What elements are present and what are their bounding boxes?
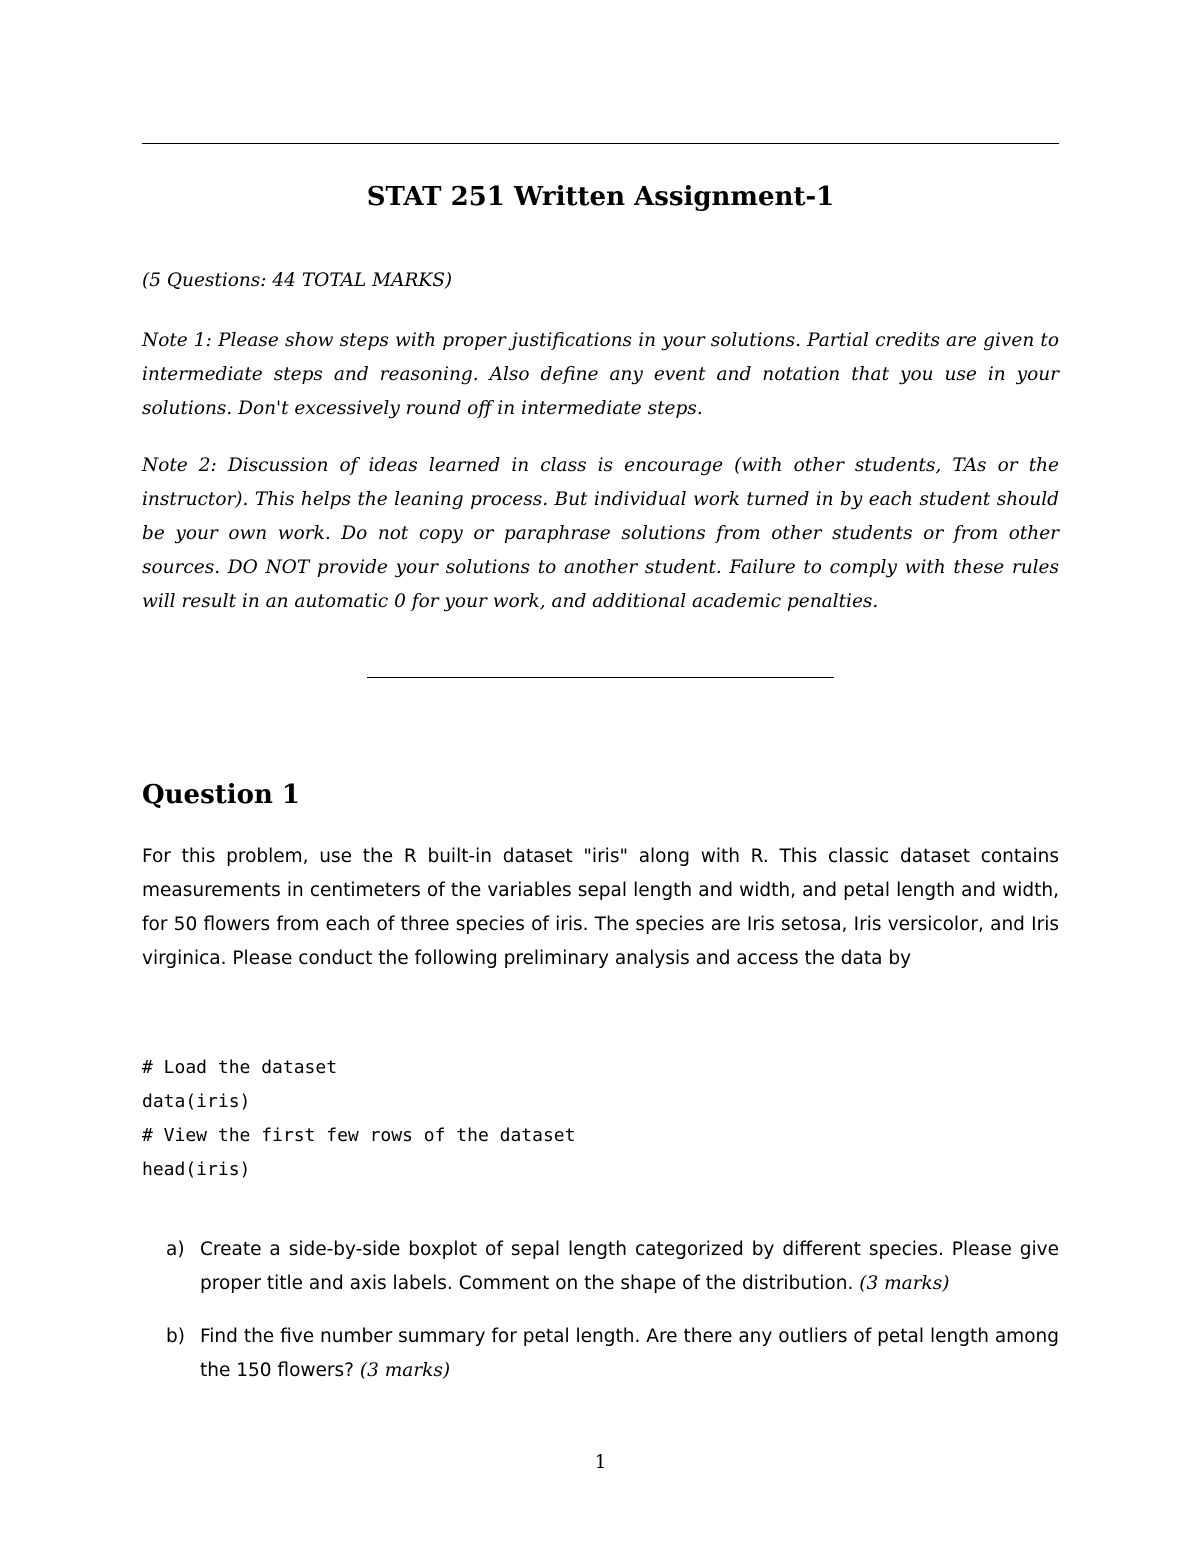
part-a-text: Create a side-by-side boxplot of sepal length categorized by different species. Please give proper title and axis labels. Comment on the shape of the distribution. [200,1239,1059,1294]
part-text [200,1233,1059,1301]
note-2: Note 2: Discussion of ideas learned in class is encourage (with other students, TAs or the instructor). This helps the leaning process. But individual work turned in by each student should be your own work. Do not copy or paraphrase solutions from other students or from other sources. DO NOT provide your solutions to another student. Failure to comply with these rules will result in an automatic 0 for your work, and additional academic penalties. [142,455,1059,612]
page-number: 1 [594,1452,607,1473]
r-code-block: # Load the dataset data(iris) # View the first few rows of the dataset head(iris) [142,1057,576,1180]
part-a-marks: (3 marks) [859,1273,950,1294]
assignment-title: STAT 251 Written Assignment-1 [366,182,835,212]
part-b-text: Find the five number summary for petal length. Are there any outliers of petal length among the 150 flowers? [200,1326,1059,1381]
part-label: b) [166,1326,185,1347]
question-1-body: For this problem, use the R built-in dataset "iris" along with R. This classic dataset contains measurements in centimeters of the variables sepal length and width, and petal length and width, for 50 flowers from each of three species of iris. The species are Iris setosa, Iris versicolor, and Iris virginica. Please conduct the following preliminary analysis and access the data by [142,846,1059,969]
part-label: a) [166,1239,185,1260]
note-1: Note 1: Please show steps with proper justifications in your solutions. Partial credits are given to intermediate steps and reasoning. Also define any event and notation that you use in your solutions. Don't excessively round off in intermediate steps. [142,330,1059,419]
top-rule [142,143,1059,144]
total-marks-line: (5 Questions: 44 TOTAL MARKS) [142,270,453,291]
part-text [200,1320,1059,1388]
question-1-heading: Question 1 [142,780,301,810]
part-b-marks: (3 marks) [359,1360,451,1381]
separator-rule [367,677,834,678]
